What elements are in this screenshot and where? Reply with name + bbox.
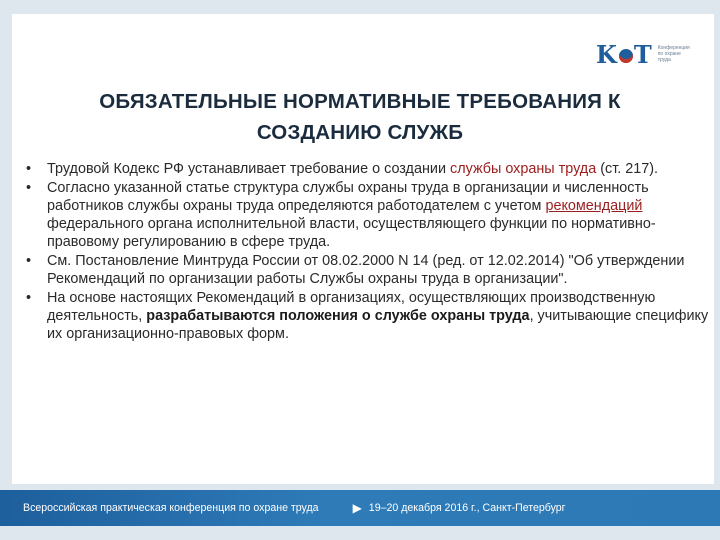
footer-conference-name: Всероссийская практическая конференция по охране труда xyxy=(23,502,319,514)
bullet-1-text: Трудовой Кодекс РФ устанавливает требование о создании xyxy=(47,161,450,177)
bullet-2-text: Согласно указанной статье структура службы охраны труда в организации и численность работников службы охраны труда определяются работодателем с учетом xyxy=(47,180,649,214)
logo-globe-icon xyxy=(619,49,633,63)
bullet-item-1 xyxy=(20,160,710,178)
bullet-4-text: На основе настоящих Рекомендаций в организациях, осуществляющих производственную деятельность, xyxy=(47,290,656,324)
bullet-3-text: См. Постановление Минтруда России от 08.02.2000 N 14 (ред. от 12.02.2014) "Об утверждении Рекомендаций по организации работы Службы охраны труда в организации". xyxy=(47,253,685,287)
bullet-2-text-end: федерального органа исполнительной власти, осуществляющего функции по нормативно-правовому регулированию в сфере труда. xyxy=(47,216,656,250)
logo xyxy=(596,34,692,74)
slide-title: ОБЯЗАТЕЛЬНЫЕ НОРМАТИВНЫЕ ТРЕБОВАНИЯ К СОЗДАНИЮ СЛУЖБ xyxy=(99,90,621,144)
footer-date-location: 19–20 декабря 2016 г., Санкт-Петербург xyxy=(368,502,566,514)
bullet-4-text-end: , учитывающие специфику их организационно-правовых форм. xyxy=(47,308,709,342)
footer-arrow-icon: ▶ xyxy=(352,501,362,515)
logo-tagline: Конференция по охране труда xyxy=(657,45,690,63)
bullet-1-highlight: службы охраны труда xyxy=(450,161,597,177)
logo-mark: K T xyxy=(596,39,653,69)
bullet-1-text-end: (ст. 217). xyxy=(596,161,658,177)
bullet-item-3 xyxy=(20,252,710,288)
bullet-item-2 xyxy=(20,179,710,251)
recommendations-link[interactable]: рекомендаций xyxy=(545,198,643,214)
bullet-item-4 xyxy=(20,289,710,343)
footer-bar xyxy=(0,490,720,526)
bullet-4-highlight: разрабатываются положения о службе охраны труда xyxy=(146,308,530,324)
bullet-list xyxy=(20,160,710,344)
